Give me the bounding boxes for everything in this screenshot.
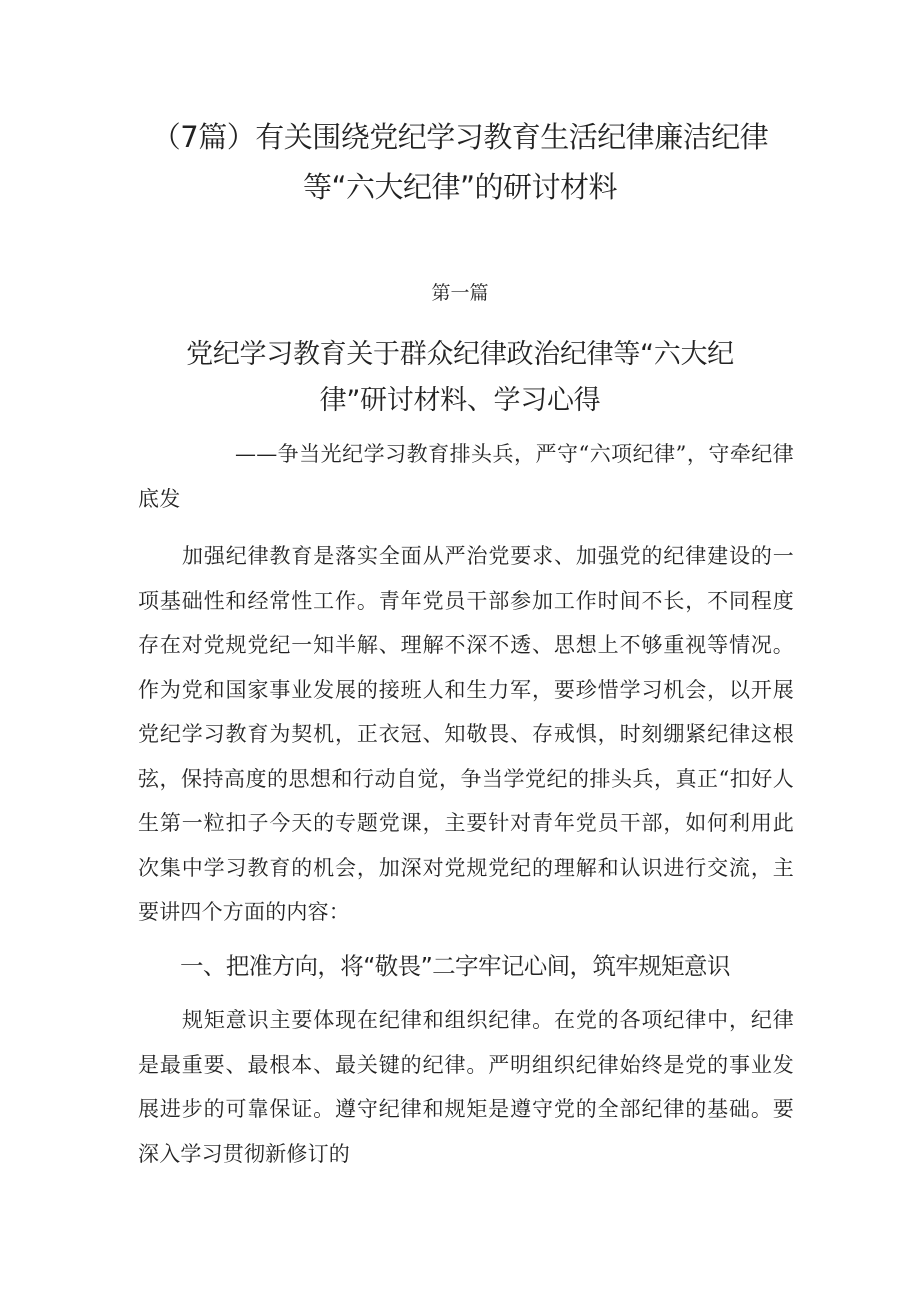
document-title-line-1: （7篇）有关围绕党纪学习教育生活纪律廉洁纪律 [151, 120, 769, 154]
document-title-line-2: 等“六大纪律”的研讨材料 [302, 170, 618, 204]
part-label: 第一篇 [431, 282, 489, 304]
article-title-line-1: 党纪学习教育关于群众纪律政治纪律等“六大纪 [186, 339, 734, 370]
body-paragraph-section-1: 规矩意识主要体现在纪律和组织纪律。在党的各项纪律中，纪律是最重要、最根本、最关键的纪律。严明组织纪律始终是党的事业发展进步的可靠保证。遵守纪律和规矩是遵守党的全部纪律的基础。要深入学习贯彻新修订的 [138, 1008, 794, 1166]
article-title-line-2: 律”研讨材料、学习心得 [319, 385, 601, 416]
body-paragraph-intro: 加强纪律教育是落实全面从严治党要求、加强党的纪律建设的一项基础性和经常性工作。青年党员干部参加工作时间不长，不同程度存在对党规党纪一知半解、理解不深不透、思想上不够重视等情况。作为党和国家事业发展的接班人和生力军，要珍惜学习机会，以开展党纪学习教育为契机，正衣冠、知敬畏、存戒惧，时刻绷紧纪律这根弦，保持高度的思想和行动自觉，争当学党纪的排头兵，真正“扣好人生第一粒扣子今天的专题党课，主要针对青年党员干部，如何利用此次集中学习教育的机会，加深对党规党纪的理解和认识进行交流，主要讲四个方面的内容： [138, 544, 794, 924]
section-heading-1: 一、把准方向，将“敬畏”二字牢记心间，筑牢规矩意识 [180, 952, 730, 980]
document-title [120, 112, 800, 212]
article-subtitle: ——争当光纪学习教育排头兵，严守“六项纪律”，守牵纪律底发 [138, 442, 794, 511]
article-title [150, 332, 770, 424]
